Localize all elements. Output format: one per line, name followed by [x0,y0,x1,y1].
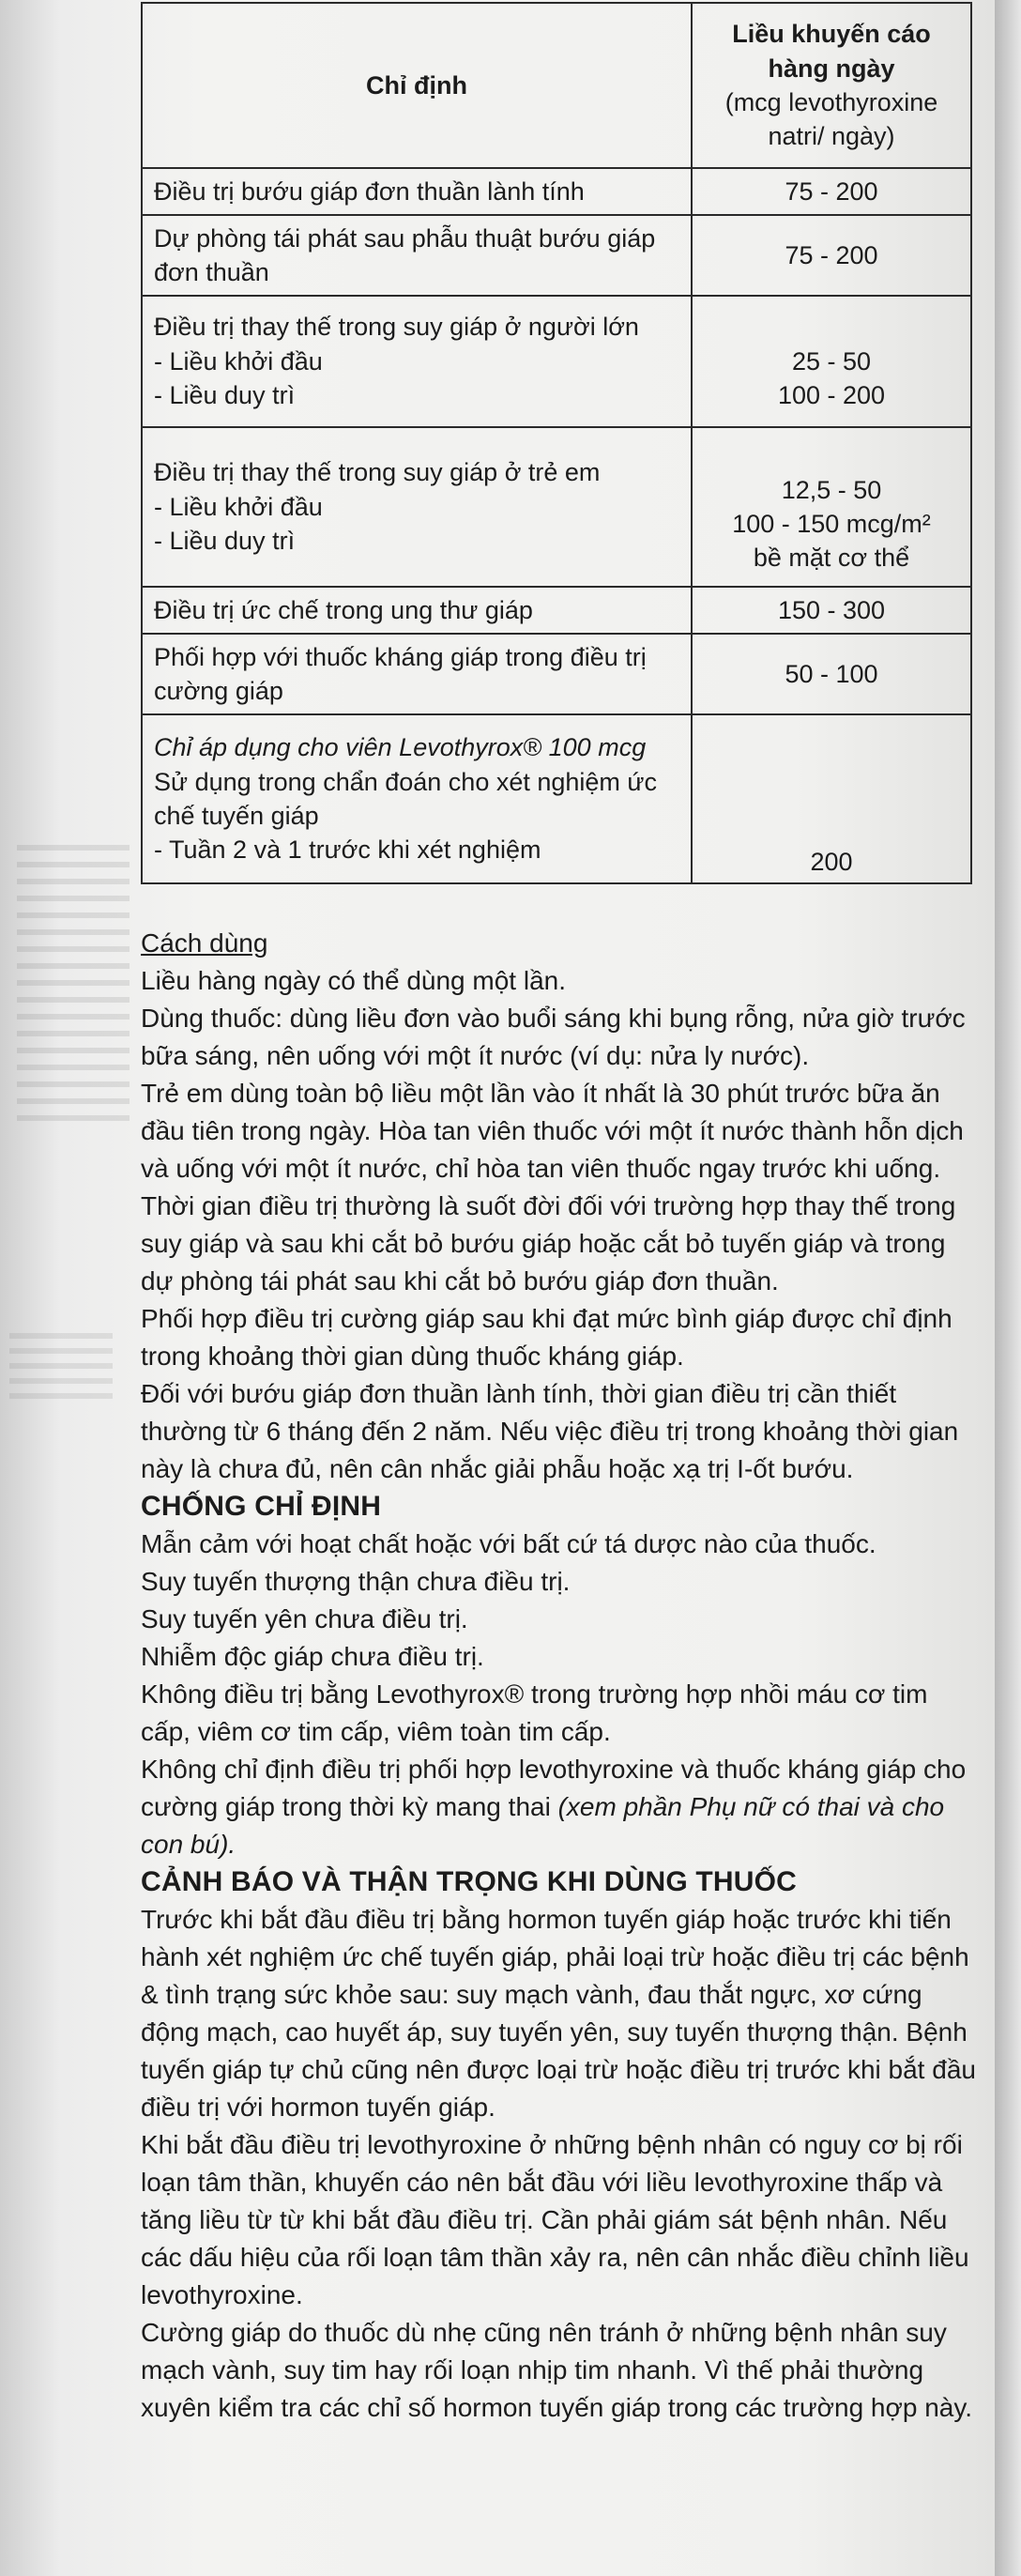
warning-paragraph: Trước khi bắt đầu điều trị bằng hormon tuyến giáp hoặc trước khi tiến hành xét nghiệm ức chế tuyến giáp, phải loại trừ hoặc điều trị các bệnh & tình trạng sức khỏe sau: suy mạch vành, đau thắt ngực, xơ cứng động mạch, cao huyết áp, suy tuyến yên, suy tuyến thượng thận. Bệnh tuyến giáp tự chủ cũng nên được loại trừ hoặc điều trị trước khi bắt đầu điều trị với hormon tuyến giáp. [141,1905,976,2122]
header-dose [692,3,971,168]
usage-heading: Cách dùng [141,928,268,958]
usage-paragraph: Dùng thuốc: dùng liều đơn vào buổi sáng khi bụng rỗng, nửa giờ trước bữa sáng, nên uống với một ít nước (ví dụ: nửa ly nước). [141,1004,966,1070]
leaflet-body [141,925,982,2427]
paper-fold-edge [995,0,1021,2576]
tablet-note: Chỉ áp dụng cho viên Levothyrox® 100 mcg [154,733,647,762]
usage-paragraph: Thời gian điều trị thường là suốt đời đối với trường hợp thay thế trong suy giáp và sau khi cắt bỏ bướu giáp hoặc cắt bỏ tuyến giáp và trong dự phòng tái phát sau khi cắt bỏ bướu giáp đơn thuần. [141,1191,956,1296]
dose-cell: 200 [692,714,971,883]
table-row [142,587,971,634]
dosage-table [141,2,972,884]
indication-cell: Điều trị thay thế trong suy giáp ở người lớn - Liều khởi đầu - Liều duy trì [142,296,692,427]
dose-cell: 12,5 - 50 100 - 150 mcg/m² bề mặt cơ thể [692,427,971,587]
table-row [142,168,971,215]
contraindication-item: Không chỉ định điều trị phối hợp levothyroxine và thuốc kháng giáp cho cường giáp trong thời kỳ mang thai (xem phần Phụ nữ có thai và cho con bú). [141,1755,967,1859]
contraindication-item: Không điều trị bằng Levothyrox® trong trường hợp nhồi máu cơ tim cấp, viêm cơ tim cấp, viêm toàn tim cấp. [141,1679,928,1746]
dose-cell: 75 - 200 [692,215,971,296]
warning-paragraph: Cường giáp do thuốc dù nhẹ cũng nên tránh ở những bệnh nhân suy mạch vành, suy tim hay rối loạn nhịp tim nhanh. Vì thế phải thường xuyên kiểm tra các chỉ số hormon tuyến giáp trong các trường hợp này. [141,2318,973,2422]
bleed-through-text [9,1333,113,1399]
bleed-through-text [17,845,130,1127]
usage-paragraph: Trẻ em dùng toàn bộ liều một lần vào ít nhất là 30 phút trước bữa ăn đầu tiên trong ngày. Hòa tan viên thuốc với một ít nước thành hỗn dịch và uống với một ít nước, chỉ hòa tan viên thuốc ngay trước khi uống. [141,1079,964,1183]
dose-cell: 50 - 100 [692,634,971,714]
indication-cell: Phối hợp với thuốc kháng giáp trong điều trị cường giáp [142,634,692,714]
contraindication-item: Mẫn cảm với hoạt chất hoặc với bất cứ tá dược nào của thuốc. [141,1529,876,1558]
indication-cell: Điều trị thay thế trong suy giáp ở trẻ em - Liều khởi đầu - Liều duy trì [142,427,692,587]
cross-reference: (xem phần Phụ nữ có thai và cho con bú). [141,1792,945,1859]
contraindication-item: Suy tuyến thượng thận chưa điều trị. [141,1567,571,1596]
header-dose-unit: (mcg levothyroxine natri/ ngày) [724,88,938,151]
usage-paragraph: Phối hợp điều trị cường giáp sau khi đạt mức bình giáp được chỉ định trong khoảng thời gian dùng thuốc kháng giáp. [141,1304,952,1371]
table-header-row [142,3,971,168]
indication-cell: Dự phòng tái phát sau phẫu thuật bướu giáp đơn thuần [142,215,692,296]
dose-cell: 75 - 200 [692,168,971,215]
indication-cell: Điều trị ức chế trong ung thư giáp [142,587,692,634]
warning-paragraph: Khi bắt đầu điều trị levothyroxine ở những bệnh nhân có nguy cơ bị rối loạn tâm thần, khuyến cáo nên bắt đầu với liều levothyroxine thấp và tăng liều từ từ khi bắt đầu điều trị. Cần phải giám sát bệnh nhân. Nếu các dấu hiệu của rối loạn tâm thần xảy ra, nên cân nhắc điều chỉnh liều levothyroxine. [141,2130,969,2309]
contraindications-heading: CHỐNG CHỈ ĐỊNH [141,1491,382,1522]
usage-paragraph: Đối với bướu giáp đơn thuần lành tính, thời gian điều trị cần thiết thường từ 6 tháng đến 2 năm. Nếu việc điều trị trong khoảng thời gian này là chưa đủ, nên cân nhắc giải phẫu hoặc xạ trị I-ốt bướu. [141,1379,959,1483]
dose-cell: 25 - 50 100 - 200 [692,296,971,427]
indication-cell: Điều trị bướu giáp đơn thuần lành tính [142,168,692,215]
header-indication: Chỉ định [142,3,692,168]
table-row [142,215,971,296]
indication-cell: Chỉ áp dụng cho viên Levothyrox® 100 mcg Sử dụng trong chẩn đoán cho xét nghiệm ức chế tuyến giáp - Tuần 2 và 1 trước khi xét nghiệm [142,714,692,883]
contraindication-item: Suy tuyến yên chưa điều trị. [141,1604,468,1633]
table-row [142,427,971,587]
table-row [142,714,971,883]
warnings-heading: CẢNH BÁO VÀ THẬN TRỌNG KHI DÙNG THUỐC [141,1866,798,1897]
dose-cell: 150 - 300 [692,587,971,634]
usage-paragraph: Liều hàng ngày có thể dùng một lần. [141,966,567,995]
table-row [142,296,971,427]
table-row [142,634,971,714]
contraindication-item: Nhiễm độc giáp chưa điều trị. [141,1642,484,1671]
header-dose-title: Liều khuyến cáo hàng ngày [732,20,931,83]
